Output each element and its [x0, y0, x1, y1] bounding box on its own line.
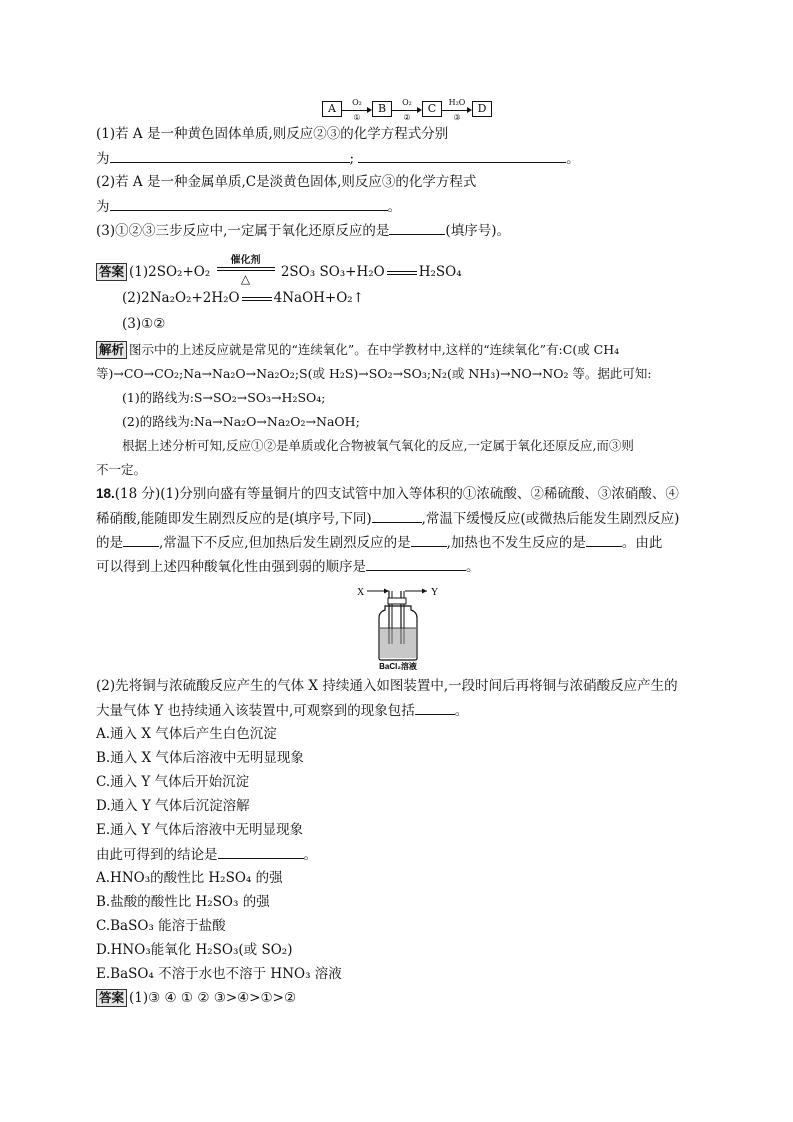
q18-line2: 稀硝酸,能随即发生剧烈反应的是(填序号,下同) ,常温下缓慢反应(或微热后能发生剧烈反应) [96, 508, 679, 529]
explanation-17-line1: 解析 图示中的上述反应就是常见的“连续氧化”。在中学教材中,这样的“连续氧化”有:C(或 CH₄ [96, 340, 619, 360]
node-d: D [472, 101, 492, 117]
reaction-chain-diagram [322, 97, 492, 122]
bacl2-apparatus-figure [355, 584, 445, 670]
q18-option-2c: C.BaSO₃ 能溶于盐酸 [96, 918, 226, 934]
answer-18: 答案 (1)③ ④ ① ② ③>④>①>② [96, 988, 296, 1008]
explanation-17-line6: 不一定。 [96, 462, 147, 477]
answer-17-line2: (2)2Na₂O₂+2H₂O 4NaOH+O₂↑ [122, 290, 365, 306]
answer-tag: 答案 [96, 989, 127, 1007]
q18-part2-line2: 大量气体 Y 也持续通入该装置中,可观察到的现象包括 。 [96, 700, 468, 721]
q18-option-2d: D.HNO₃能氧化 H₂SO₃(或 SO₂) [96, 942, 293, 958]
q17-part2-line1: (2)若 A 是一种金属单质,C是淡黄色固体,则反应③的化学方程式 [96, 174, 477, 190]
q18-option-2e: E.BaSO₄ 不溶于水也不溶于 HNO₃ 溶液 [96, 966, 342, 982]
explanation-17-line5: 根据上述分析可知,反应①②是单质或化合物被氧气氧化的反应,一定属于氧化还原反应,而③则 [122, 438, 634, 453]
explanation-17-line4: (2)的路线为:Na→Na₂O→Na₂O₂→NaOH; [122, 414, 360, 429]
node-c: C [422, 101, 442, 117]
arrow-3: H₂O ③ [442, 102, 472, 116]
q18-part2-line1: (2)先将铜与浓硫酸反应产生的气体 X 持续通入如图装置中,一段时间后再将铜与浓硝酸反应产生的 [96, 678, 678, 694]
q17-part1-line1: (1)若 A 是一种黄色固体单质,则反应②③的化学方程式分别 [96, 126, 449, 142]
node-b: B [372, 101, 392, 117]
q18-option-1c: C.通入 Y 气体后开始沉淀 [96, 774, 250, 790]
node-a: A [322, 101, 342, 117]
q18-line3: 的是 ,常温下不反应,但加热后发生剧烈反应的是 ,加热也不发生反应的是 。由此 [96, 532, 662, 553]
q18-option-1e: E.通入 Y 气体后溶液中无明显现象 [96, 822, 304, 838]
answer-17-line3: (3)①② [122, 316, 166, 332]
arrow-1: O₂ ① [342, 102, 372, 116]
gas-y-label: Y [431, 587, 439, 598]
q17-part3: (3)①②③三步反应中,一定属于氧化还原反应的是 (填序号)。 [96, 220, 510, 241]
q18-conclusion-prompt: 由此可得到的结论是 。 [96, 844, 317, 865]
explanation-17-line2: 等)→CO→CO₂;Na→Na₂O→Na₂O₂;S(或 H₂S)→SO₂→SO₃;N₂(或 NH₃)→NO→NO₂ 等。据此可知: [96, 366, 652, 381]
q18-option-1a: A.通入 X 气体后产生白色沉淀 [96, 726, 277, 742]
q17-part2-line2: 为 。 [96, 196, 401, 217]
q18-option-2b: B.盐酸的酸性比 H₂SO₃ 的强 [96, 894, 270, 910]
arrow-2: O₂ ② [392, 102, 422, 116]
catalyst-arrow: 催化剂 △ [215, 263, 277, 283]
q18-option-1b: B.通入 X 气体后溶液中无明显现象 [96, 750, 304, 766]
explanation-17-line3: (1)的路线为:S→SO₂→SO₃→H₂SO₄; [122, 390, 326, 405]
q17-part1-line2: 为 ; 。 [96, 148, 580, 169]
answer-17-line1: 答案 (1)2SO₂+O₂ 催化剂 △ 2SO₃ SO₃+H₂O H₂SO₄ [96, 262, 462, 283]
q18-option-1d: D.通入 Y 气体后沉淀溶解 [96, 798, 250, 814]
q18-option-2a: A.HNO₃的酸性比 H₂SO₄ 的强 [96, 870, 283, 886]
answer-tag: 答案 [96, 263, 127, 281]
q18-line4: 可以得到上述四种酸氧化性由强到弱的顺序是 。 [96, 556, 480, 577]
gas-x-label: X [357, 587, 365, 598]
explanation-tag: 解析 [96, 341, 127, 359]
bacl2-label: BaCl₂溶液 [379, 662, 417, 670]
q18-line1: 18.(18 分)(1)分别向盛有等量铜片的四支试管中加入等体积的①浓硫酸、②稀硫酸、③浓硝酸、④ [96, 486, 679, 502]
